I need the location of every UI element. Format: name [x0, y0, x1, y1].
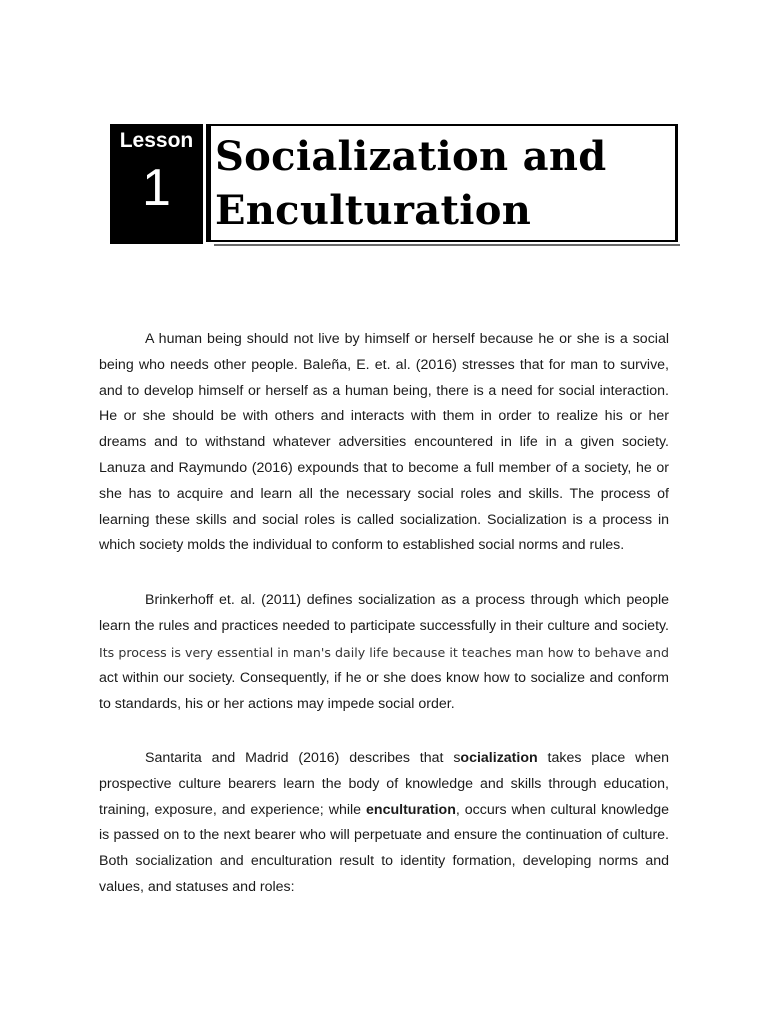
paragraph-2-part-c: act within our society. Consequently, if he or she does know how to socialize and conform to standards, his or her actions may impede social order. [99, 670, 669, 713]
paragraph-3 [99, 746, 669, 901]
lesson-badge [110, 124, 203, 244]
paragraph-1-text: A human being should not live by himself or herself because he or she is a social being who needs other people. Baleña, E. et. al. (2016) stresses that for man to survive, and to develop himself or herself as a human being, there is a need for social interaction. He or she should be with others and interacts with them in order to realize his or her dreams and to withstand whatever adversities encountered in life in a given society. Lanuza and Raymundo (2016) expounds that to become a full member of a society, he or she has to acquire and learn all the necessary social roles and skills. The process of learning these skills and social roles is called socialization. Socialization is a process in which society molds the individual to conform to established social norms and rules. [99, 331, 669, 554]
paragraph-2-part-b: Its process is very essential in man's daily life because it teaches man how to behave and [99, 644, 669, 660]
title-frame-shadow [214, 244, 680, 246]
paragraph-3-part-c: takes place when prospective culture bearers learn the body of knowledge and skills through education, training, exposure, and experience; while [99, 750, 669, 818]
paragraph-2 [99, 588, 669, 718]
lesson-label: Lesson [119, 129, 194, 152]
paragraph-2-text [99, 588, 669, 718]
term-socialization: ocialization [460, 750, 538, 766]
lesson-title [215, 130, 675, 238]
paragraph-3-part-e: , occurs when cultural knowledge is passed on to the next bearer who will perpetuate and ensure the continuation of culture. Both socialization and enculturation result to identity formation, developing norms and values, and statuses and roles: [99, 801, 669, 895]
lesson-header [110, 124, 680, 246]
paragraph-3-part-a: Santarita and Madrid (2016) describes that s [145, 750, 461, 766]
paragraph-2-part-a: Brinkerhoff et. al. (2011) defines socialization as a process through which people learn the rules and practices needed to participate successfully in their culture and society. [99, 592, 669, 634]
title-line-1: Socialization and [215, 133, 607, 180]
paragraph-3-text [99, 746, 669, 901]
paragraph-1 [99, 327, 669, 559]
lesson-number: 1 [142, 159, 171, 217]
term-enculturation: enculturation [366, 801, 456, 818]
title-line-2: Enculturation [215, 187, 532, 234]
